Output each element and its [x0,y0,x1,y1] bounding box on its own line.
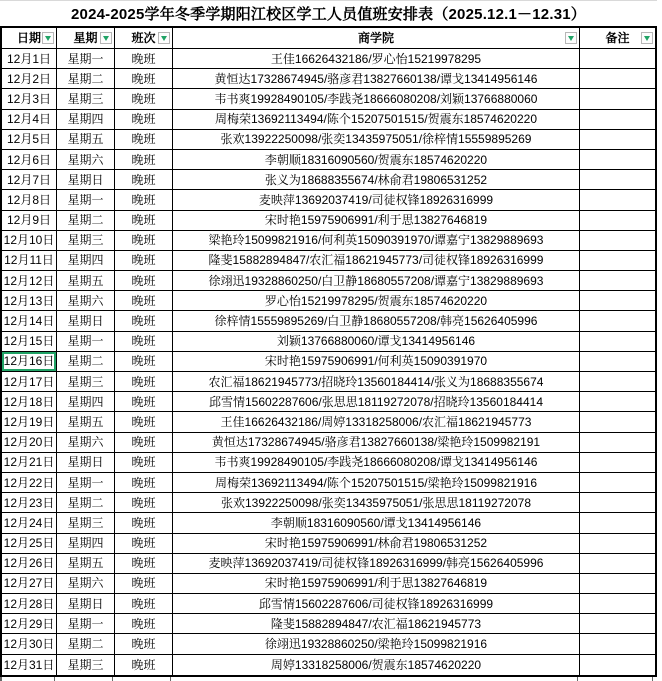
note-cell[interactable] [580,453,655,472]
week-cell[interactable]: 星期三 [57,655,115,675]
shift-cell[interactable]: 晚班 [115,372,173,391]
date-cell[interactable]: 12月12日 [2,271,57,290]
note-cell[interactable] [580,574,655,593]
date-cell[interactable]: 12月27日 [2,574,57,593]
partial-cell [0,677,55,681]
date-cell[interactable]: 12月13日 [2,291,57,310]
shift-cell[interactable]: 晚班 [115,594,173,613]
date-cell[interactable]: 12月17日 [2,372,57,391]
header-date-label: 日期 [16,31,41,45]
shift-cell[interactable]: 晚班 [115,352,173,371]
staff-cell[interactable]: 隆斐15882894847/农汇福18621945773 [173,614,580,633]
staff-cell[interactable]: 麦映萍13692037419/司徒权锋18926316999/韩亮15626405996 [173,554,580,573]
shift-cell[interactable]: 晚班 [115,574,173,593]
week-cell[interactable]: 星期四 [57,392,115,411]
chevron-down-icon [103,36,109,41]
week-cell[interactable]: 星期三 [57,231,115,250]
staff-cell[interactable]: 张欢13922250098/张奕13435975051/张思思18119272078 [173,493,580,512]
week-cell[interactable]: 星期日 [57,311,115,330]
table-row [2,231,655,251]
table-row [2,311,655,331]
note-cell[interactable] [580,614,655,633]
date-cell[interactable]: 12月5日 [2,130,57,149]
header-college-label: 商学院 [357,31,394,45]
shift-cell[interactable]: 晚班 [115,513,173,532]
table-row [2,594,655,614]
header-shift-label: 班次 [131,31,156,45]
table-row [2,433,655,453]
staff-cell[interactable]: 罗心怡15219978295/贺震东18574620220 [173,291,580,310]
week-cell[interactable]: 星期六 [57,433,115,452]
table-row [2,513,655,533]
table-row [2,473,655,493]
week-cell[interactable]: 星期一 [57,614,115,633]
filter-dropdown-icon[interactable] [42,32,54,44]
shift-cell[interactable]: 晚班 [115,170,173,189]
note-cell[interactable] [580,493,655,512]
staff-cell[interactable]: 张义为18688355674/林俞君19806531252 [173,170,580,189]
date-cell[interactable]: 12月29日 [2,614,57,633]
date-cell[interactable]: 12月24日 [2,513,57,532]
note-cell[interactable] [580,271,655,290]
note-cell[interactable] [580,412,655,431]
note-cell[interactable] [580,231,655,250]
shift-cell[interactable]: 晚班 [115,332,173,351]
shift-cell[interactable]: 晚班 [115,271,173,290]
week-cell[interactable]: 星期四 [57,110,115,129]
table-row [2,130,655,150]
note-cell[interactable] [580,634,655,653]
table-row [2,271,655,291]
filter-dropdown-icon[interactable] [565,32,577,44]
shift-cell[interactable]: 晚班 [115,614,173,633]
shift-cell[interactable]: 晚班 [115,69,173,88]
note-cell[interactable] [580,372,655,391]
staff-cell[interactable]: 宋时艳15975906991/利于思13827646819 [173,211,580,230]
header-week-label: 星期 [73,31,98,45]
shift-cell[interactable]: 晚班 [115,473,173,492]
staff-cell[interactable]: 梁艳玲15099821916/何利英15090391970/谭嘉宁13829889693 [173,231,580,250]
note-cell[interactable] [580,352,655,371]
staff-cell[interactable]: 徐梓情15559895269/白卫静18680557208/韩亮15626405996 [173,311,580,330]
note-cell[interactable] [580,594,655,613]
date-cell[interactable]: 12月6日 [2,150,57,169]
staff-cell[interactable]: 王佳16626432186/周婷13318258006/农汇福18621945773 [173,412,580,431]
staff-cell[interactable]: 邱雪情15602287606/张思思18119272078/招晓玲13560184414 [173,392,580,411]
staff-cell[interactable]: 张欢13922250098/张奕13435975051/徐梓情15559895269 [173,130,580,149]
staff-cell[interactable]: 李朝顺18316090560/贺震东18574620220 [173,150,580,169]
staff-cell[interactable]: 刘颖13766880060/谭戈13414956146 [173,332,580,351]
table-row [2,69,655,89]
date-cell[interactable]: 12月3日 [2,89,57,108]
week-cell[interactable]: 星期五 [57,412,115,431]
week-cell[interactable]: 星期二 [57,352,115,371]
note-cell[interactable] [580,170,655,189]
date-cell[interactable]: 12月2日 [2,69,57,88]
date-cell[interactable]: 12月9日 [2,211,57,230]
table-row [2,634,655,654]
note-cell[interactable] [580,251,655,270]
table-row [2,291,655,311]
date-cell[interactable]: 12月18日 [2,392,57,411]
week-cell[interactable]: 星期日 [57,453,115,472]
shift-cell[interactable]: 晚班 [115,412,173,431]
date-cell[interactable]: 12月20日 [2,433,57,452]
note-cell[interactable] [580,89,655,108]
table-row [2,574,655,594]
shift-cell[interactable]: 晚班 [115,554,173,573]
shift-cell[interactable]: 晚班 [115,211,173,230]
shift-cell[interactable]: 晚班 [115,311,173,330]
week-cell[interactable]: 星期一 [57,473,115,492]
shift-cell[interactable]: 晚班 [115,534,173,553]
staff-cell[interactable]: 黄恒达17328674945/骆彦君13827660138/谭戈13414956146 [173,69,580,88]
note-cell[interactable] [580,332,655,351]
week-cell[interactable]: 星期二 [57,493,115,512]
staff-cell[interactable]: 韦书爽19928490105/李践尧18666080208/谭戈13414956146 [173,453,580,472]
table-row [2,352,655,372]
staff-cell[interactable]: 周梅荣13692113494/陈个15207501515/贺震东18574620220 [173,110,580,129]
week-cell[interactable]: 星期一 [57,332,115,351]
partial-cell [578,677,653,681]
staff-cell[interactable]: 宋时艳15975906991/利于思13827646819 [173,574,580,593]
week-cell[interactable]: 星期六 [57,574,115,593]
table-row [2,614,655,634]
table-row [2,150,655,170]
table-row [2,170,655,190]
week-cell[interactable]: 星期五 [57,130,115,149]
shift-cell[interactable]: 晚班 [115,130,173,149]
table-row [2,211,655,231]
date-cell[interactable]: 12月26日 [2,554,57,573]
partial-cell [113,677,171,681]
staff-cell[interactable]: 王佳16626432186/罗心怡15219978295 [173,49,580,68]
note-cell[interactable] [580,392,655,411]
shift-cell[interactable]: 晚班 [115,655,173,675]
shift-cell[interactable]: 晚班 [115,493,173,512]
table-row [2,332,655,352]
note-cell[interactable] [580,110,655,129]
week-cell[interactable]: 星期日 [57,170,115,189]
date-cell[interactable]: 12月10日 [2,231,57,250]
note-cell[interactable] [580,534,655,553]
shift-cell[interactable]: 晚班 [115,392,173,411]
date-cell[interactable]: 12月22日 [2,473,57,492]
staff-cell[interactable]: 徐翊迅19328860250/梁艳玲15099821916 [173,634,580,653]
week-cell[interactable]: 星期日 [57,594,115,613]
week-cell[interactable]: 星期一 [57,190,115,209]
header-note-label: 备注 [605,31,630,45]
date-cell[interactable]: 12月28日 [2,594,57,613]
week-cell[interactable]: 星期六 [57,150,115,169]
note-cell[interactable] [580,150,655,169]
note-cell[interactable] [580,190,655,209]
date-cell[interactable]: 12月15日 [2,332,57,351]
shift-cell[interactable]: 晚班 [115,231,173,250]
table-row [2,49,655,69]
shift-cell[interactable]: 晚班 [115,251,173,270]
week-cell[interactable]: 星期二 [57,211,115,230]
date-cell[interactable]: 12月30日 [2,634,57,653]
week-cell[interactable]: 星期三 [57,89,115,108]
table-row [2,453,655,473]
shift-cell[interactable]: 晚班 [115,110,173,129]
table-row [2,493,655,513]
header-cell-week[interactable] [57,28,115,48]
note-cell[interactable] [580,291,655,310]
date-cell[interactable]: 12月1日 [2,49,57,68]
shift-cell[interactable]: 晚班 [115,634,173,653]
shift-cell[interactable]: 晚班 [115,89,173,108]
filter-dropdown-icon[interactable] [641,32,653,44]
date-cell[interactable]: 12月16日 [2,352,57,371]
table-row [2,372,655,392]
week-cell[interactable]: 星期四 [57,534,115,553]
staff-cell[interactable]: 宋时艳15975906991/何利英15090391970 [173,352,580,371]
week-cell[interactable]: 星期二 [57,634,115,653]
note-cell[interactable] [580,433,655,452]
table-row [2,534,655,554]
note-cell[interactable] [580,554,655,573]
date-cell[interactable]: 12月31日 [2,655,57,675]
date-cell[interactable]: 12月4日 [2,110,57,129]
header-cell-shift[interactable] [115,28,173,48]
staff-cell[interactable]: 黄恒达17328674945/骆彦君13827660138/梁艳玲1509982191 [173,433,580,452]
shift-cell[interactable]: 晚班 [115,49,173,68]
duty-schedule-table [0,26,657,677]
note-cell[interactable] [580,130,655,149]
table-row [2,655,655,675]
staff-cell[interactable]: 隆斐15882894847/农汇福18621945773/司徒权锋18926316999 [173,251,580,270]
header-row [2,28,655,49]
week-cell[interactable]: 星期五 [57,554,115,573]
chevron-down-icon [161,36,167,41]
staff-cell[interactable]: 麦映萍13692037419/司徒权锋18926316999 [173,190,580,209]
staff-cell[interactable]: 周梅荣13692113494/陈个15207501515/梁艳玲15099821916 [173,473,580,492]
partial-next-row [0,677,657,681]
header-cell-college[interactable] [173,28,580,48]
table-title[interactable]: 2024-2025学年冬季学期阳江校区学工人员值班安排表（2025.12.1－12.31） [0,0,657,26]
table-body [2,49,655,675]
note-cell[interactable] [580,473,655,492]
date-cell[interactable]: 12月11日 [2,251,57,270]
staff-cell[interactable]: 宋时艳15975906991/林俞君19806531252 [173,534,580,553]
shift-cell[interactable]: 晚班 [115,453,173,472]
staff-cell[interactable]: 李朝顺18316090560/谭戈13414956146 [173,513,580,532]
note-cell[interactable] [580,655,655,675]
date-cell[interactable]: 12月21日 [2,453,57,472]
shift-cell[interactable]: 晚班 [115,190,173,209]
partial-cell [55,677,113,681]
table-row [2,190,655,210]
week-cell[interactable]: 星期一 [57,49,115,68]
week-cell[interactable]: 星期三 [57,372,115,391]
filter-dropdown-icon[interactable] [100,32,112,44]
date-cell[interactable]: 12月23日 [2,493,57,512]
chevron-down-icon [568,36,574,41]
table-row [2,554,655,574]
date-cell[interactable]: 12月25日 [2,534,57,553]
shift-cell[interactable]: 晚班 [115,150,173,169]
table-row [2,392,655,412]
header-cell-note[interactable] [580,28,655,48]
week-cell[interactable]: 星期五 [57,271,115,290]
partial-cell [171,677,578,681]
shift-cell[interactable]: 晚班 [115,291,173,310]
week-cell[interactable]: 星期二 [57,69,115,88]
date-cell[interactable]: 12月19日 [2,412,57,431]
note-cell[interactable] [580,211,655,230]
staff-cell[interactable]: 邱雪情15602287606/司徒权锋18926316999 [173,594,580,613]
staff-cell[interactable]: 韦书爽19928490105/李践尧18666080208/刘颖13766880060 [173,89,580,108]
chevron-down-icon [45,36,51,41]
week-cell[interactable]: 星期三 [57,513,115,532]
table-row [2,89,655,109]
table-row [2,412,655,432]
header-cell-date[interactable] [2,28,57,48]
staff-cell[interactable]: 农汇福18621945773/招晓玲13560184414/张义为18688355674 [173,372,580,391]
note-cell[interactable] [580,311,655,330]
week-cell[interactable]: 星期六 [57,291,115,310]
table-row [2,251,655,271]
table-row [2,110,655,130]
filter-dropdown-icon[interactable] [158,32,170,44]
staff-cell[interactable]: 周婷13318258006/贺震东18574620220 [173,655,580,675]
note-cell[interactable] [580,69,655,88]
note-cell[interactable] [580,513,655,532]
staff-cell[interactable]: 徐翊迅19328860250/白卫静18680557208/谭嘉宁13829889693 [173,271,580,290]
date-cell[interactable]: 12月7日 [2,170,57,189]
date-cell[interactable]: 12月14日 [2,311,57,330]
date-cell[interactable]: 12月8日 [2,190,57,209]
note-cell[interactable] [580,49,655,68]
shift-cell[interactable]: 晚班 [115,433,173,452]
chevron-down-icon [644,36,650,41]
week-cell[interactable]: 星期四 [57,251,115,270]
